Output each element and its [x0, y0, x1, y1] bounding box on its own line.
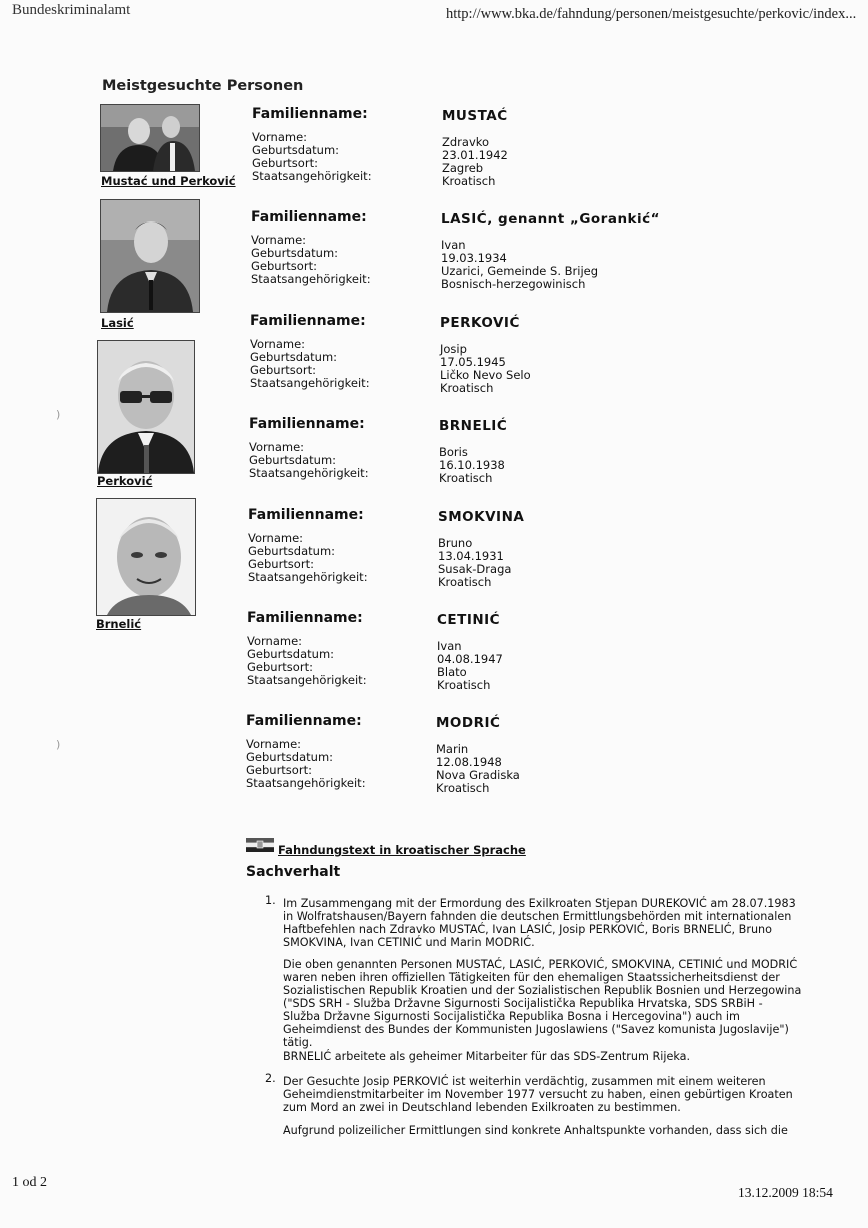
- vorname-value: Josip: [440, 342, 467, 356]
- familienname-value: MUSTAĆ: [442, 108, 508, 124]
- paragraph-1a: Im Zusammengang mit der Ermordung des Exilkroaten Stjepan DUREKOVIĆ am 28.07.1983 in Wolfratshausen/Bayern fahnden die deutschen Ermittlungsbehörden mit internationalen Haftbefehlen nach Zdravko MUSTAĆ, Ivan LASIĆ, Josip PERKOVIĆ, Boris BRNELIĆ, Bruno SMOKVINA, Ivan CETINIĆ und Marin MODRIĆ.: [283, 897, 796, 949]
- vorname-value: Bruno: [438, 536, 473, 550]
- person-record-mustac: [252, 106, 712, 202]
- staatsangehoerigkeit-value: Bosnisch-herzegowinisch: [441, 277, 586, 291]
- caption-brnelic: Brnelić: [96, 617, 142, 631]
- geburtsdatum-label: Geburtsdatum:: [252, 143, 340, 157]
- footer-datetime: 13.12.2009 18:54: [738, 1185, 833, 1200]
- geburtsdatum-value: 16.10.1938: [439, 458, 505, 472]
- geburtsdatum-value: 13.04.1931: [438, 549, 504, 563]
- geburtsdatum-label: Geburtsdatum:: [249, 453, 337, 467]
- staatsangehoerigkeit-value: Kroatisch: [438, 575, 492, 589]
- vorname-label: Vorname:: [249, 440, 305, 454]
- staatsangehoerigkeit-label: Staatsangehörigkeit:: [250, 376, 370, 390]
- staatsangehoerigkeit-value: Kroatisch: [439, 471, 493, 485]
- geburtsdatum-value: 17.05.1945: [440, 355, 506, 369]
- geburtsdatum-value: 12.08.1948: [436, 755, 502, 769]
- familienname-value: CETINIĆ: [437, 612, 501, 628]
- croatian-text-link[interactable]: Fahndungstext in kroatischer Sprache: [278, 843, 526, 857]
- header-agency: Bundeskriminalamt: [12, 2, 131, 18]
- staatsangehoerigkeit-value: Kroatisch: [437, 678, 491, 692]
- familienname-label: Familienname:: [247, 610, 363, 626]
- geburtsdatum-label: Geburtsdatum:: [248, 544, 336, 558]
- familienname-label: Familienname:: [246, 713, 362, 729]
- photo-perkovic: [97, 340, 195, 474]
- geburtsort-label: Geburtsort:: [250, 363, 316, 377]
- staatsangehoerigkeit-value: Kroatisch: [440, 381, 494, 395]
- staatsangehoerigkeit-label: Staatsangehörigkeit:: [252, 169, 372, 183]
- geburtsort-label: Geburtsort:: [247, 660, 313, 674]
- paragraph-1b: Die oben genannten Personen MUSTAĆ, LASIĆ, PERKOVIĆ, SMOKVINA, CETINIĆ und MODRIĆ waren neben ihren offiziellen Tätigkeiten für den ehemaligen Staatssicherheitsdienst der Sozialistischen Republik Kroatien und der Sozialistischen Republik Bosnien und Herzegowina ("SDS SRH - Služba Državne Sigurnosti Socijalistička Republika Hrvatska, SDS SRBiH - Služba Državne Sigurnosti Socijalistička Republika Bosna i Hercegovina") auch im Geheimdienst des Bundes der Kommunisten Jugoslawiens ("Savez komunista Jugoslavije") tätig.: [283, 958, 802, 1049]
- list-number: 2.: [265, 1072, 276, 1085]
- paragraph-2a: Der Gesuchte Josip PERKOVIĆ ist weiterhin verdächtig, zusammen mit einem weiteren Geheimdienstmitarbeiter im November 1977 versucht zu haben, einen gebürtigen Kroaten zum Mord an zwei in Deutschland lebenden Exilkroaten zu bestimmen.: [283, 1075, 793, 1114]
- vorname-value: Marin: [436, 742, 469, 756]
- vorname-value: Boris: [439, 445, 468, 459]
- person-record-smokvina: [248, 507, 708, 603]
- header-url[interactable]: http://www.bka.de/fahndung/personen/meistgesuchte/perkovic/index...: [446, 6, 857, 22]
- scan-mark: ): [56, 408, 61, 421]
- geburtsdatum-value: 04.08.1947: [437, 652, 503, 666]
- person-record-perkovic: [250, 313, 710, 409]
- geburtsort-value: Uzarici, Gemeinde S. Brijeg: [441, 264, 599, 278]
- staatsangehoerigkeit-label: Staatsangehörigkeit:: [248, 570, 368, 584]
- familienname-value: MODRIĆ: [436, 715, 501, 731]
- vorname-label: Vorname:: [248, 531, 304, 545]
- vorname-label: Vorname:: [246, 737, 302, 751]
- croatian-flag-icon[interactable]: [246, 837, 274, 851]
- staatsangehoerigkeit-label: Staatsangehörigkeit:: [246, 776, 366, 790]
- geburtsdatum-value: 23.01.1942: [442, 148, 508, 162]
- vorname-value: Ivan: [441, 238, 466, 252]
- scan-mark: ): [56, 738, 61, 751]
- list-number: 1.: [265, 894, 276, 907]
- geburtsort-value: Zagreb: [442, 161, 484, 175]
- geburtsort-label: Geburtsort:: [246, 763, 312, 777]
- footer-page-number: 1 od 2: [12, 1175, 47, 1190]
- person-record-cetinic: [247, 610, 707, 706]
- caption-mustac-perkovic: Mustać und Perković: [101, 174, 236, 188]
- familienname-value: LASIĆ, genannt „Gorankić“: [441, 211, 661, 227]
- section-title: Sachverhalt: [246, 864, 341, 880]
- photo-lasic: [100, 199, 200, 313]
- vorname-label: Vorname:: [247, 634, 303, 648]
- vorname-label: Vorname:: [252, 130, 308, 144]
- geburtsdatum-label: Geburtsdatum:: [247, 647, 335, 661]
- staatsangehoerigkeit-label: Staatsangehörigkeit:: [251, 272, 371, 286]
- geburtsort-value: Susak-Draga: [438, 562, 512, 576]
- geburtsort-value: Nova Gradiska: [436, 768, 520, 782]
- familienname-label: Familienname:: [249, 416, 365, 432]
- geburtsort-label: Geburtsort:: [252, 156, 318, 170]
- caption-perkovic: Perković: [97, 474, 153, 488]
- caption-lasic: Lasić: [101, 316, 134, 330]
- familienname-value: BRNELIĆ: [439, 418, 508, 434]
- vorname-value: Ivan: [437, 639, 462, 653]
- geburtsort-value: Blato: [437, 665, 467, 679]
- geburtsdatum-label: Geburtsdatum:: [246, 750, 334, 764]
- person-record-lasic: [251, 209, 711, 305]
- photo-mustac-perkovic: [100, 104, 200, 172]
- paragraph-1c: BRNELIĆ arbeitete als geheimer Mitarbeiter für das SDS-Zentrum Rijeka.: [283, 1050, 691, 1063]
- vorname-label: Vorname:: [251, 233, 307, 247]
- familienname-value: PERKOVIĆ: [440, 315, 520, 331]
- familienname-value: SMOKVINA: [438, 509, 525, 525]
- familienname-label: Familienname:: [251, 209, 367, 225]
- geburtsdatum-label: Geburtsdatum:: [250, 350, 338, 364]
- familienname-label: Familienname:: [252, 106, 368, 122]
- photo-brnelic: [96, 498, 196, 616]
- geburtsort-label: Geburtsort:: [251, 259, 317, 273]
- staatsangehoerigkeit-label: Staatsangehörigkeit:: [249, 466, 369, 480]
- person-record-modric: [246, 713, 706, 809]
- geburtsort-value: Ličko Nevo Selo: [440, 368, 531, 382]
- geburtsort-label: Geburtsort:: [248, 557, 314, 571]
- page-title: Meistgesuchte Personen: [102, 78, 304, 94]
- familienname-label: Familienname:: [248, 507, 364, 523]
- vorname-label: Vorname:: [250, 337, 306, 351]
- geburtsdatum-label: Geburtsdatum:: [251, 246, 339, 260]
- person-record-brnelic: [249, 416, 709, 512]
- familienname-label: Familienname:: [250, 313, 366, 329]
- staatsangehoerigkeit-value: Kroatisch: [442, 174, 496, 188]
- geburtsdatum-value: 19.03.1934: [441, 251, 507, 265]
- vorname-value: Zdravko: [442, 135, 490, 149]
- staatsangehoerigkeit-label: Staatsangehörigkeit:: [247, 673, 367, 687]
- staatsangehoerigkeit-value: Kroatisch: [436, 781, 490, 795]
- paragraph-2b: Aufgrund polizeilicher Ermittlungen sind konkrete Anhaltspunkte vorhanden, dass sich die: [283, 1124, 788, 1137]
